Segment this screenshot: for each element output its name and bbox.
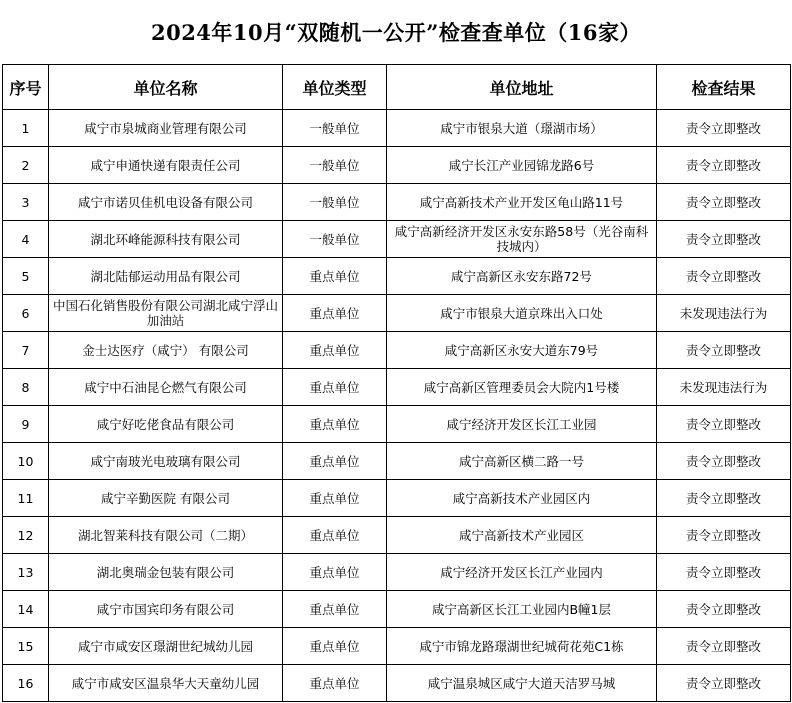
serial-number-cell: 10 (3, 443, 49, 480)
serial-number-cell: 15 (3, 628, 49, 665)
inspection-result-cell: 责令立即整改 (657, 480, 791, 517)
unit-address-cell: 咸宁高新区横二路一号 (387, 443, 657, 480)
serial-number-cell: 2 (3, 147, 49, 184)
serial-number-cell: 3 (3, 184, 49, 221)
unit-type-cell: 重点单位 (283, 591, 387, 628)
unit-address-cell: 咸宁温泉城区咸宁大道天洁罗马城 (387, 665, 657, 702)
unit-address-cell: 咸宁高新经济开发区永安东路58号（光谷南科技城内） (387, 221, 657, 258)
table-row (3, 258, 791, 295)
table-row (3, 517, 791, 554)
unit-name-cell: 咸宁市诺贝佳机电设备有限公司 (49, 184, 283, 221)
unit-name-cell: 咸宁南玻光电玻璃有限公司 (49, 443, 283, 480)
unit-type-cell: 重点单位 (283, 332, 387, 369)
serial-number-cell: 5 (3, 258, 49, 295)
header-unit-address: 单位地址 (387, 65, 657, 110)
unit-name-cell: 中国石化销售股份有限公司湖北咸宁浮山加油站 (49, 295, 283, 332)
serial-number-cell: 13 (3, 554, 49, 591)
table-row (3, 665, 791, 702)
inspection-result-cell: 责令立即整改 (657, 221, 791, 258)
serial-number-cell: 12 (3, 517, 49, 554)
table-row (3, 332, 791, 369)
unit-address-cell: 咸宁高新区管理委员会大院内1号楼 (387, 369, 657, 406)
serial-number-cell: 9 (3, 406, 49, 443)
serial-number-cell: 7 (3, 332, 49, 369)
inspection-result-cell: 责令立即整改 (657, 554, 791, 591)
unit-name-cell: 湖北陆郁运动用品有限公司 (49, 258, 283, 295)
inspection-result-cell: 责令立即整改 (657, 443, 791, 480)
unit-address-cell: 咸宁经济开发区长江工业园 (387, 406, 657, 443)
unit-type-cell: 重点单位 (283, 369, 387, 406)
inspection-result-cell: 责令立即整改 (657, 184, 791, 221)
table-row (3, 480, 791, 517)
unit-type-cell: 重点单位 (283, 258, 387, 295)
inspection-result-cell: 责令立即整改 (657, 147, 791, 184)
unit-type-cell: 一般单位 (283, 221, 387, 258)
unit-type-cell: 一般单位 (283, 147, 387, 184)
unit-type-cell: 重点单位 (283, 295, 387, 332)
unit-type-cell: 一般单位 (283, 110, 387, 147)
table-header-row (3, 65, 791, 110)
inspection-result-cell: 责令立即整改 (657, 258, 791, 295)
unit-type-cell: 重点单位 (283, 665, 387, 702)
inspection-table (2, 64, 791, 702)
unit-name-cell: 咸宁好吃佬食品有限公司 (49, 406, 283, 443)
unit-name-cell: 湖北智莱科技有限公司（二期） (49, 517, 283, 554)
serial-number-cell: 1 (3, 110, 49, 147)
unit-name-cell: 咸宁辛勤医院 有限公司 (49, 480, 283, 517)
table-row (3, 295, 791, 332)
unit-name-cell: 咸宁市咸安区温泉华大天童幼儿园 (49, 665, 283, 702)
unit-address-cell: 咸宁高新区长江工业园内B幢1层 (387, 591, 657, 628)
table-row (3, 147, 791, 184)
unit-address-cell: 咸宁市银泉大道（璟湖市场） (387, 110, 657, 147)
unit-address-cell: 咸宁高新技术产业开发区龟山路11号 (387, 184, 657, 221)
table-row (3, 554, 791, 591)
unit-type-cell: 重点单位 (283, 554, 387, 591)
inspection-result-cell: 责令立即整改 (657, 591, 791, 628)
table-row (3, 591, 791, 628)
unit-type-cell: 一般单位 (283, 184, 387, 221)
unit-address-cell: 咸宁长江产业园锦龙路6号 (387, 147, 657, 184)
inspection-result-cell: 责令立即整改 (657, 665, 791, 702)
unit-type-cell: 重点单位 (283, 517, 387, 554)
serial-number-cell: 11 (3, 480, 49, 517)
serial-number-cell: 4 (3, 221, 49, 258)
table-row (3, 406, 791, 443)
table-row (3, 110, 791, 147)
unit-name-cell: 咸宁市国宾印务有限公司 (49, 591, 283, 628)
unit-type-cell: 重点单位 (283, 406, 387, 443)
serial-number-cell: 16 (3, 665, 49, 702)
unit-address-cell: 咸宁高新区永安大道东79号 (387, 332, 657, 369)
unit-name-cell: 湖北奥瑞金包装有限公司 (49, 554, 283, 591)
table-row (3, 221, 791, 258)
inspection-result-cell: 责令立即整改 (657, 517, 791, 554)
unit-type-cell: 重点单位 (283, 443, 387, 480)
header-serial-number: 序号 (3, 65, 49, 110)
table-row (3, 184, 791, 221)
table-row (3, 443, 791, 480)
serial-number-cell: 14 (3, 591, 49, 628)
unit-type-cell: 重点单位 (283, 628, 387, 665)
unit-address-cell: 咸宁市银泉大道京珠出入口处 (387, 295, 657, 332)
header-inspection-result: 检查结果 (657, 65, 791, 110)
unit-name-cell: 湖北环峰能源科技有限公司 (49, 221, 283, 258)
inspection-result-cell: 责令立即整改 (657, 110, 791, 147)
table-row (3, 628, 791, 665)
inspection-result-cell: 责令立即整改 (657, 332, 791, 369)
table-row (3, 369, 791, 406)
unit-name-cell: 咸宁申通快递有限责任公司 (49, 147, 283, 184)
inspection-result-cell: 未发现违法行为 (657, 295, 791, 332)
header-unit-name: 单位名称 (49, 65, 283, 110)
serial-number-cell: 6 (3, 295, 49, 332)
inspection-result-cell: 责令立即整改 (657, 406, 791, 443)
unit-type-cell: 重点单位 (283, 480, 387, 517)
page-title: 2024年10月“双随机一公开”检查查单位（16家） (150, 20, 642, 45)
unit-name-cell: 咸宁中石油昆仑燃气有限公司 (49, 369, 283, 406)
unit-address-cell: 咸宁高新技术产业园区内 (387, 480, 657, 517)
inspection-result-cell: 未发现违法行为 (657, 369, 791, 406)
unit-name-cell: 咸宁市泉城商业管理有限公司 (49, 110, 283, 147)
serial-number-cell: 8 (3, 369, 49, 406)
unit-address-cell: 咸宁高新区永安东路72号 (387, 258, 657, 295)
unit-address-cell: 咸宁市锦龙路璟湖世纪城荷花苑C1栋 (387, 628, 657, 665)
unit-name-cell: 金士达医疗（咸宁） 有限公司 (49, 332, 283, 369)
header-unit-type: 单位类型 (283, 65, 387, 110)
unit-name-cell: 咸宁市咸安区璟湖世纪城幼儿园 (49, 628, 283, 665)
unit-address-cell: 咸宁高新技术产业园区 (387, 517, 657, 554)
unit-address-cell: 咸宁经济开发区长江产业园内 (387, 554, 657, 591)
inspection-result-cell: 责令立即整改 (657, 628, 791, 665)
